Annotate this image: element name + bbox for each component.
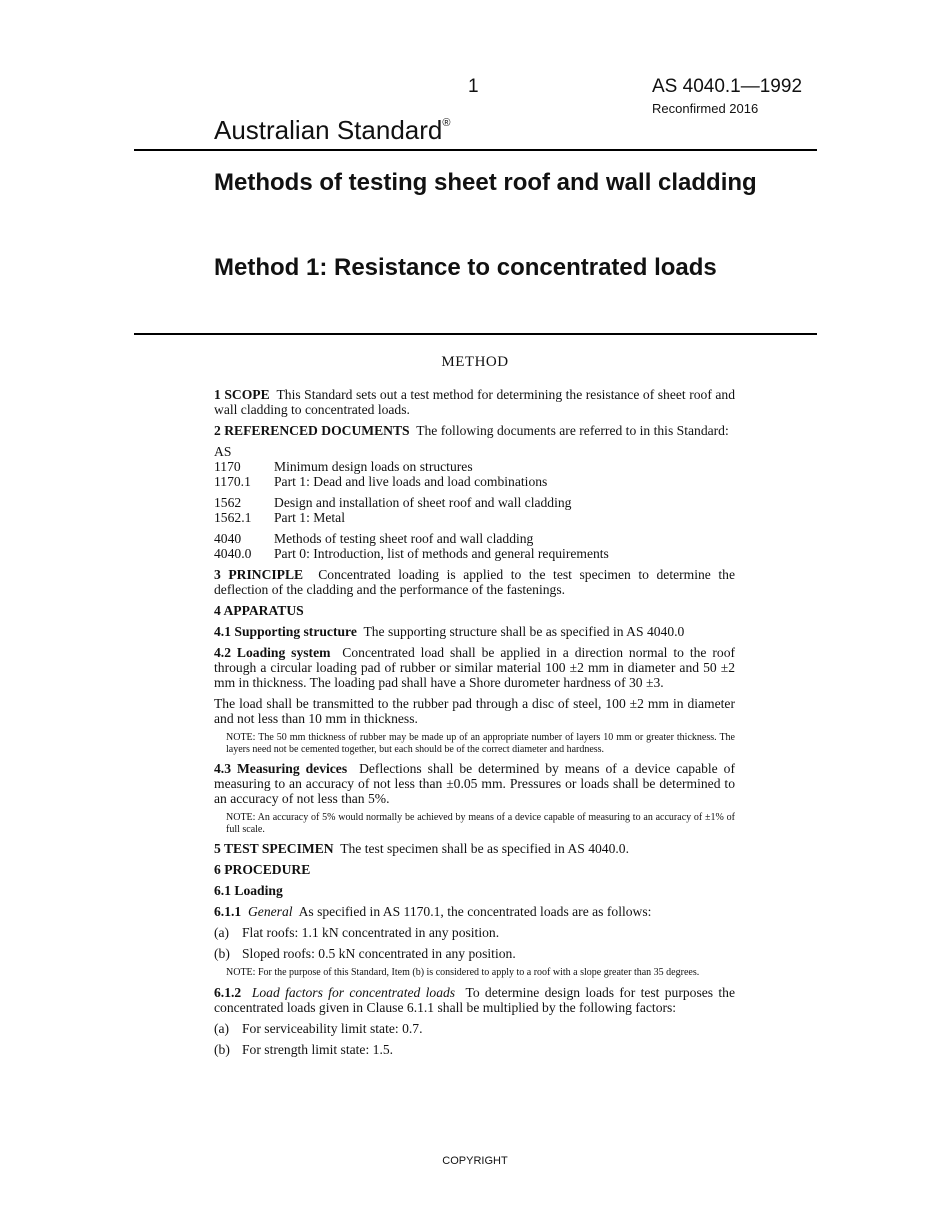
reference-row xyxy=(214,495,735,510)
clause-heading: 4 APPARATUS xyxy=(214,603,304,618)
reference-title: Part 1: Metal xyxy=(274,510,345,525)
reference-group xyxy=(214,531,735,561)
list-item xyxy=(214,946,735,961)
reference-list xyxy=(214,444,735,561)
clause-4-1 xyxy=(214,624,735,639)
clause-heading: 4.3 Measuring devices xyxy=(214,761,348,776)
clause-number: 6.1.1 xyxy=(214,904,242,919)
reference-number: 1562.1 xyxy=(214,510,252,525)
list-label: (b) xyxy=(214,1041,230,1057)
clause-apparatus xyxy=(214,603,735,618)
clause-heading: 6 PROCEDURE xyxy=(214,862,311,877)
reference-title: Methods of testing sheet roof and wall cladding xyxy=(274,531,534,546)
clause-heading: 6.1 Loading xyxy=(214,883,283,898)
reference-title: Part 0: Introduction, list of methods and general requirements xyxy=(274,546,609,561)
clause-text: Deflections shall be determined by means of a device capable of measuring to an accuracy of not less than ±0.05 mm. Pressures or loads shall be determined to an accuracy of not less than 5%. xyxy=(214,761,735,806)
reconfirmed-note: Reconfirmed 2016 xyxy=(652,101,759,116)
reference-number: 1170 xyxy=(214,459,241,474)
clause-principle xyxy=(214,567,735,597)
clause-6-1 xyxy=(214,883,735,898)
clause-text: Concentrated load shall be applied in a direction normal to the roof through a circular loading pad of rubber or similar material 100 ±2 mm in diameter and 50 ±2 mm in thickness. The loading pad shall have a Shore durometer hardness of 30 ±3. xyxy=(214,645,736,690)
standard-number: AS 4040.1—1992 xyxy=(652,76,803,97)
reference-row xyxy=(214,546,735,561)
brand-title xyxy=(214,115,450,146)
clause-heading: 1 SCOPE xyxy=(214,387,270,402)
clause-text: Concentrated loading is applied to the test specimen to determine the deflection of the cladding and the performance of the fastenings. xyxy=(214,567,736,597)
header-rule xyxy=(134,149,817,151)
clause-procedure xyxy=(214,862,735,877)
clause-text: To determine design loads for test purposes the concentrated loads given in Clause 6.1.1 shall be multiplied by the following factors: xyxy=(214,984,736,1015)
clause-6-1-1 xyxy=(214,904,735,919)
section-heading: METHOD xyxy=(441,354,509,370)
page-number: 1 xyxy=(468,76,479,97)
document-title: Methods of testing sheet roof and wall cladding xyxy=(214,169,757,196)
clause-text: The test specimen shall be as specified in AS 4040.0. xyxy=(340,841,629,856)
reference-group xyxy=(214,459,735,489)
clause-text: The supporting structure shall be as specified in AS 4040.0 xyxy=(363,624,685,639)
list-label: (a) xyxy=(214,925,230,940)
document-body xyxy=(214,387,735,1063)
reference-title: Part 1: Dead and live loads and load combinations xyxy=(274,474,548,489)
clause-4-2 xyxy=(214,645,735,690)
list-text: Sloped roofs: 0.5 kN concentrated in any position. xyxy=(242,946,516,961)
list-item xyxy=(214,925,735,940)
list-text: For strength limit state: 1.5. xyxy=(242,1041,394,1057)
brand-name: Australian Standard xyxy=(214,115,443,145)
clause-test-specimen xyxy=(214,841,735,856)
reference-number: 1562 xyxy=(214,495,242,510)
clause-heading: 3 PRINCIPLE xyxy=(214,567,304,582)
clause-text: As specified in AS 1170.1, the concentrated loads are as follows: xyxy=(298,904,652,919)
reference-prefix: AS xyxy=(214,444,232,459)
reference-number: 4040 xyxy=(214,531,242,546)
clause-referenced-documents xyxy=(214,423,735,438)
list-label: (b) xyxy=(214,946,230,961)
reference-row xyxy=(214,531,735,546)
title-rule xyxy=(134,333,817,335)
clause-4-3 xyxy=(214,761,735,806)
reference-row xyxy=(214,474,735,489)
reference-number: 1170.1 xyxy=(214,474,251,489)
list-item xyxy=(214,1021,735,1036)
reference-row xyxy=(214,459,735,474)
list-text: Flat roofs: 1.1 kN concentrated in any position. xyxy=(242,925,500,940)
list-text: For serviceability limit state: 0.7. xyxy=(242,1020,423,1036)
copyright-footer: COPYRIGHT xyxy=(442,1155,508,1167)
document-subtitle: Method 1: Resistance to concentrated loads xyxy=(214,254,717,281)
clause-heading: 4.2 Loading system xyxy=(214,645,331,660)
clause-title: General xyxy=(247,904,293,919)
list-label: (a) xyxy=(214,1020,230,1036)
reference-title: Minimum design loads on structures xyxy=(274,459,473,474)
clause-4-2-text: The load shall be transmitted to the rubber pad through a disc of steel, 100 ±2 mm in diameter and not less than 10 mm in thickness. xyxy=(214,696,735,726)
registered-mark: ® xyxy=(442,117,451,129)
clause-scope xyxy=(214,387,735,417)
reference-title: Design and installation of sheet roof and wall cladding xyxy=(274,495,572,510)
clause-text: The following documents are referred to in this Standard: xyxy=(416,423,729,438)
clause-number: 6.1.2 xyxy=(214,984,242,1000)
clause-6-1-2 xyxy=(214,985,735,1015)
clause-title: Load factors for concentrated loads xyxy=(251,984,456,1000)
reference-group xyxy=(214,495,735,525)
clause-note: NOTE: For the purpose of this Standard, Item (b) is considered to apply to a roof with a slope greater than 35 degrees. xyxy=(226,967,700,978)
clause-text: This Standard sets out a test method for determining the resistance of sheet roof and wall cladding to concentrated loads. xyxy=(214,387,735,417)
clause-heading: 2 REFERENCED DOCUMENTS xyxy=(214,423,410,438)
clause-heading: 5 TEST SPECIMEN xyxy=(214,841,334,856)
reference-number: 4040.0 xyxy=(214,546,252,561)
reference-row xyxy=(214,510,735,525)
clause-note: NOTE: The 50 mm thickness of rubber may be made up of an appropriate number of layers 10 mm or greater thickness. The layers need not be cemented together, but each should be of the correct diameter and hardness. xyxy=(226,732,735,755)
list-item xyxy=(214,1042,735,1057)
clause-heading: 4.1 Supporting structure xyxy=(214,624,357,639)
clause-note: NOTE: An accuracy of 5% would normally be achieved by means of a device capable of measuring to an accuracy of ±1% of full scale. xyxy=(226,812,735,835)
